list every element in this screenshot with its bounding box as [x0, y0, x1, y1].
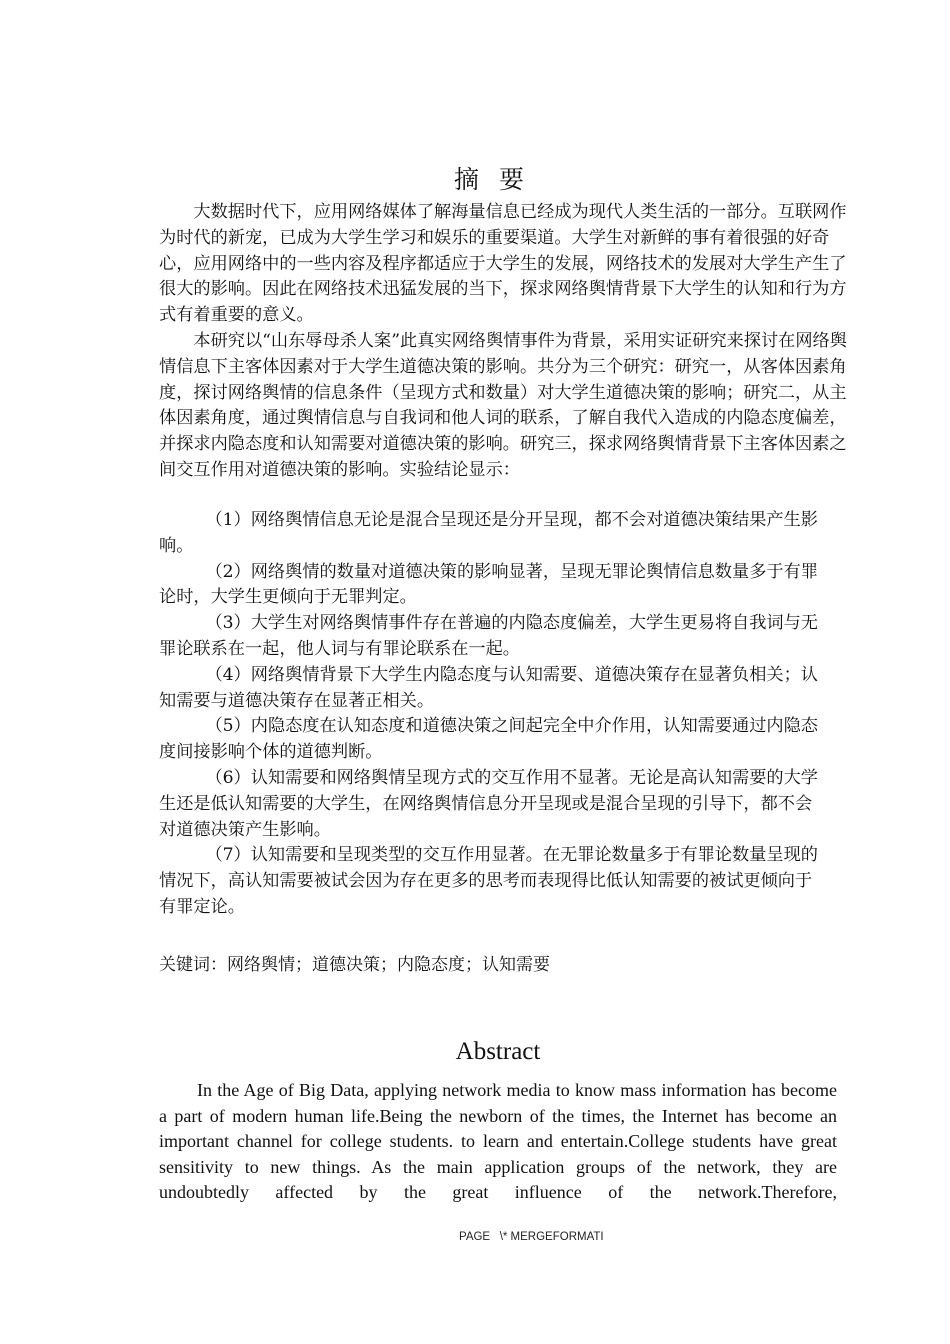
abstract-cn-body: [159, 200, 849, 484]
abstract-cn-title: 摘要: [453, 165, 544, 194]
finding-item: （1）网络舆情信息无论是混合呈现还是分开呈现，都不会对道德决策结果产生影响。: [159, 510, 818, 556]
abstract-en-title: Abstract: [455, 1038, 541, 1065]
finding-item: （6）认知需要和网络舆情呈现方式的交互作用不显著。无论是高认知需要的大学生还是低认知需要的大学生，在网络舆情信息分开呈现或是混合呈现的引导下，都不会对道德决策产生影响。: [159, 767, 818, 840]
findings-list: [159, 508, 824, 921]
finding-item: （3）大学生对网络舆情事件存在普遍的内隐态度偏差，大学生更易将自我词与无罪论联系在一起，他人词与有罪论联系在一起。: [159, 613, 818, 659]
finding-item: （5）内隐态度在认知态度和道德决策之间起完全中介作用，认知需要通过内隐态度间接影响个体的道德判断。: [159, 716, 818, 763]
finding-item: （2）网络舆情的数量对道德决策的影响显著，呈现无罪论舆情信息数量多于有罪论时，大学生更倾向于无罪判定。: [159, 561, 818, 608]
finding-item: （4）网络舆情背景下大学生内隐态度与认知需要、道德决策存在显著负相关；认知需要与道德决策存在显著正相关。: [159, 664, 818, 711]
page-footer: PAGE \* MERGEFORMATI: [459, 1231, 604, 1243]
abstract-cn-paragraph: 大数据时代下，应用网络媒体了解海量信息已经成为现代人类生活的一部分。互联网作为时代的新宠，已成为大学生学习和娱乐的重要渠道。大学生对新鲜的事有着很强的好奇心，应用网络中的一些内容及程序都适应于大学生的发展，网络技术的发展对大学生产生了很大的影响。因此在网络技术迅猛发展的当下，探求网络舆情背景下大学生的认知和行为方式有着重要的意义。: [159, 202, 847, 326]
keywords: 关键词：网络舆情；道德决策；内隐态度；认知需要: [159, 955, 550, 975]
abstract-en-body: In the Age of Big Data, applying network media to know mass information has become a part of modern human life.Being the newborn of the times, the Internet has become an important channel for college students. to learn and entertain.College students have great sensitivity to new things. As the main application groups of the network, they are undoubtedly affected by the great influence of the network.Therefore,: [159, 1080, 837, 1203]
finding-item: （7）认知需要和呈现类型的交互作用显著。在无罪论数量多于有罪论数量呈现的情况下，高认知需要被试会因为存在更多的思考而表现得比低认知需要的被试更倾向于有罪定论。: [159, 845, 818, 917]
abstract-cn-paragraph: 本研究以“山东辱母杀人案”此真实网络舆情事件为背景，采用实证研究来探讨在网络舆情信息下主客体因素对于大学生道德决策的影响。共分为三个研究：研究一，从客体因素角度，探讨网络舆情的信息条件（呈现方式和数量）对大学生道德决策的影响；研究二，从主体因素角度，通过舆情信息与自我词和他人词的联系，了解自我代入造成的内隐态度偏差，并探求内隐态度和认知需要对道德决策的影响。研究三，探求网络舆情背景下主客体因素之间交互作用对道德决策的影响。实验结论显示：: [159, 330, 847, 480]
